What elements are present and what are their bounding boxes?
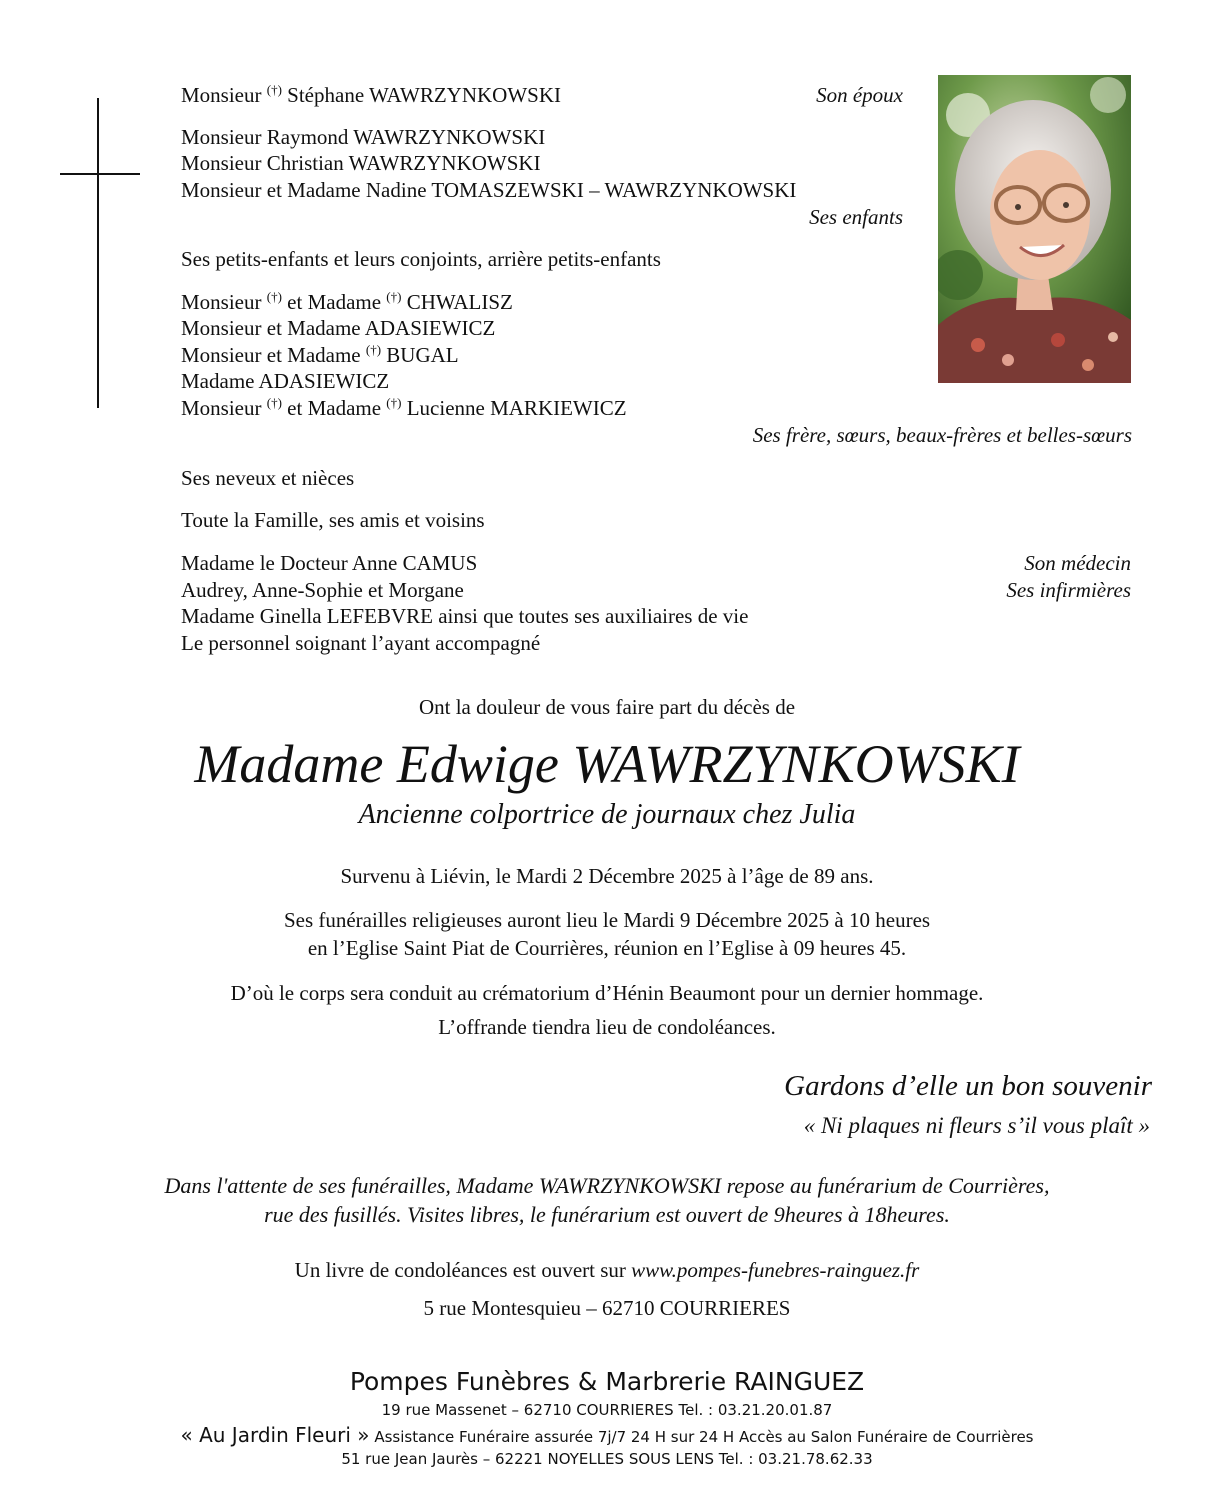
role-spouse: Son époux (816, 83, 903, 107)
cross-horizontal-bar (60, 173, 140, 175)
family-staff: Le personnel soignant l’ayant accompagné (181, 631, 541, 655)
contact-address: 5 rue Montesquieu – 62710 COURRIERES (423, 1296, 791, 1320)
family-child: Monsieur Christian WAWRZYNKOWSKI (181, 151, 541, 175)
role-siblings: Ses frère, sœurs, beaux-frères et belles-sœurs (752, 423, 1132, 447)
funeral-details: Ses funérailles religieuses auront lieu le Mardi 9 Décembre 2025 à 10 heures (283, 908, 931, 932)
family-sibling: Monsieur et Madame ADASIEWICZ (181, 316, 496, 340)
family-all: Toute la Famille, ses amis et voisins (181, 508, 485, 532)
family-sibling: Monsieur et Madame (†) BUGAL (181, 342, 459, 367)
deceased-name: Madame Edwige WAWRZYNKOWSKI (194, 734, 1020, 794)
family-nephews: Ses neveux et nièces (181, 466, 355, 490)
family-child: Monsieur et Madame Nadine TOMASZEWSKI – WAWRZYNKOWSKI (181, 178, 797, 202)
no-flowers-phrase: « Ni plaques ni fleurs s’il vous plaît » (803, 1113, 1150, 1138)
portrait-photo (938, 75, 1131, 383)
jardin-fleuri-address: 51 rue Jean Jaurès – 62221 NOYELLES SOUS LENS Tel. : 03.21.78.62.33 (341, 1450, 873, 1468)
company-name: Pompes Funèbres & Marbrerie RAINGUEZ (349, 1367, 865, 1396)
death-notice: Survenu à Liévin, le Mardi 2 Décembre 2025 à l’âge de 89 ans. (340, 864, 874, 888)
crematorium-notice: D’où le corps sera conduit au crématorium d’Hénin Beaumont pour un dernier hommage. (230, 981, 984, 1005)
family-child: Monsieur Raymond WAWRZYNKOWSKI (181, 125, 546, 149)
jardin-fleuri-line: « Au Jardin Fleuri » Assistance Funéraire assurée 7j/7 24 H sur 24 H Accès au Salon Funéraire de Courrières (180, 1423, 1034, 1447)
family-sibling: Monsieur (†) et Madame (†) Lucienne MARKIEWICZ (181, 395, 627, 420)
role-doctor: Son médecin (1024, 551, 1131, 575)
funerarium-notice: Dans l'attente de ses funérailles, Madame WAWRZYNKOWSKI repose au funérarium de Courrières, (164, 1173, 1050, 1198)
role-nurses: Ses infirmières (1006, 578, 1131, 602)
funeral-details: en l’Eglise Saint Piat de Courrières, réunion en l’Eglise à 09 heures 45. (307, 936, 907, 960)
memory-phrase: Gardons d’elle un bon souvenir (784, 1070, 1152, 1102)
condolence-book: Un livre de condoléances est ouvert sur www.pompes-funebres-rainguez.fr (294, 1258, 920, 1282)
family-spouse: Monsieur (†) Stéphane WAWRZYNKOWSKI (181, 82, 561, 107)
family-doctor: Madame le Docteur Anne CAMUS (181, 551, 478, 575)
condolence-url[interactable]: www.pompes-funebres-rainguez.fr (631, 1258, 920, 1282)
cross-vertical-bar (97, 98, 99, 408)
jardin-fleuri-name: « Au Jardin Fleuri » (180, 1423, 370, 1447)
announcement-intro: Ont la douleur de vous faire part du décès de (418, 695, 796, 719)
offering-notice: L’offrande tiendra lieu de condoléances. (438, 1015, 776, 1039)
family-sibling: Monsieur (†) et Madame (†) CHWALISZ (181, 289, 513, 314)
company-address: 19 rue Massenet – 62710 COURRIERES Tel. : 03.21.20.01.87 (381, 1401, 833, 1419)
portrait-image (938, 75, 1131, 383)
role-children: Ses enfants (809, 205, 903, 229)
funerarium-notice: rue des fusillés. Visites libres, le funérarium est ouvert de 9heures à 18heures. (264, 1202, 950, 1227)
family-aides: Madame Ginella LEFEBVRE ainsi que toutes ses auxiliaires de vie (181, 604, 749, 628)
family-nurses: Audrey, Anne-Sophie et Morgane (181, 578, 464, 602)
deceased-occupation: Ancienne colportrice de journaux chez Julia (358, 799, 856, 830)
family-sibling: Madame ADASIEWICZ (181, 369, 390, 393)
family-grandchildren: Ses petits-enfants et leurs conjoints, arrière petits-enfants (181, 247, 661, 271)
